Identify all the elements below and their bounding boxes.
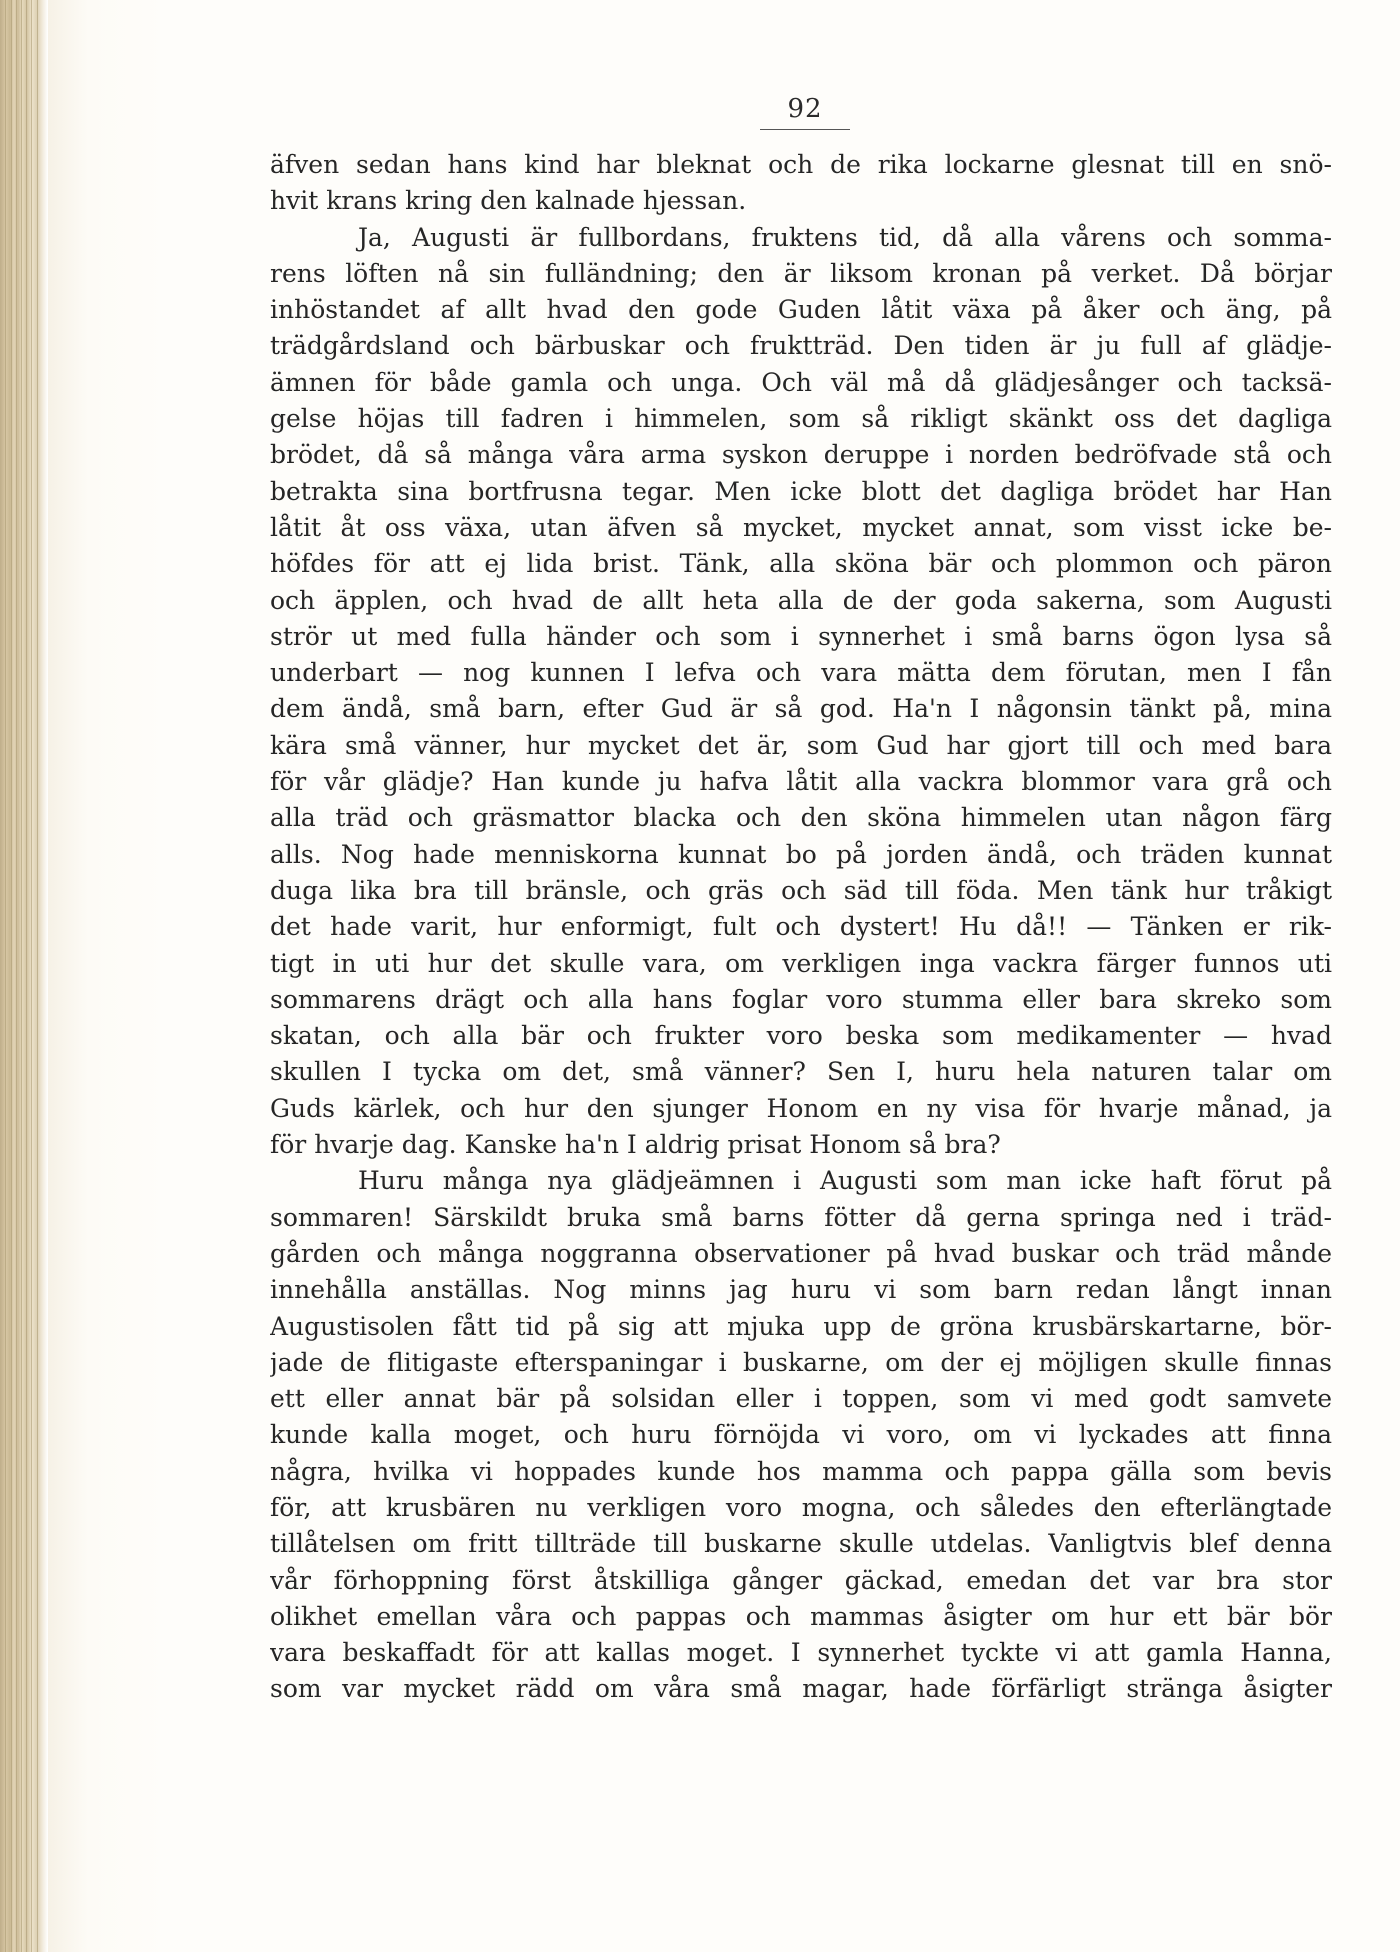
text-line: ett eller annat bär på solsidan eller i toppen, som vi med godt samvete — [270, 1384, 1332, 1414]
text-line: Huru många nya glädjeämnen i Augusti som man icke haft förut på — [358, 1166, 1332, 1196]
text-line: kära små vänner, hur mycket det är, som Gud har gjort till och med bara — [270, 730, 1332, 760]
text-line: och äpplen, och hvad de allt heta alla de der goda sakerna, som Augusti — [270, 585, 1332, 615]
text-line: innehålla anställas. Nog minns jag huru vi som barn redan långt innan — [270, 1275, 1332, 1305]
book-binding-edge — [0, 0, 48, 1952]
text-line: brödet, då så många våra arma syskon deruppe i norden bedröfvade stå och — [270, 440, 1332, 470]
text-line: dem ändå, små barn, efter Gud är så god. Ha'n I någonsin tänkt på, mina — [270, 694, 1332, 724]
text-line: underbart — nog kunnen I lefva och vara mätta dem förutan, men I fån — [270, 658, 1332, 688]
binding-line — [31, 0, 32, 1952]
body-text — [270, 147, 1332, 1708]
text-line: gården och många noggranna observationer på hvad buskar och träd månde — [270, 1238, 1332, 1268]
text-line: som var mycket rädd om våra små magar, hade förfärligt stränga åsigter — [270, 1674, 1332, 1704]
text-line: trädgårdsland och bärbuskar och fruktträd. Den tiden är ju full af glädje- — [270, 331, 1332, 361]
text-line: sommarens drägt och alla hans foglar voro stumma eller bara skreko som — [270, 984, 1332, 1014]
text-line: hvit krans kring den kalnade hjessan. — [270, 186, 747, 216]
text-line: jade de flitigaste efterspaningar i buskarne, om der ej möjligen skulle finnas — [270, 1347, 1332, 1377]
text-line: för, att krusbären nu verkligen voro mogna, och således den efterlängtade — [270, 1492, 1332, 1522]
text-line: inhöstandet af allt hvad den gode Guden låtit växa på åker och äng, på — [270, 295, 1332, 325]
text-line: sommaren! Särskildt bruka små barns fötter då gerna springa ned i träd- — [270, 1202, 1332, 1232]
text-line: äfven sedan hans kind har bleknat och de rika lockarne glesnat till en snö- — [270, 150, 1332, 179]
text-line: skatan, och alla bär och frukter voro beska som medikamenter — hvad — [270, 1021, 1332, 1051]
text-line: rens löften nå sin fulländning; den är liksom kronan på verket. Då börjar — [270, 258, 1332, 288]
text-line: tillåtelsen om fritt tillträde till buskarne skulle utdelas. Vanligtvis blef denna — [270, 1529, 1332, 1559]
text-line: Ja, Augusti är fullbordans, fruktens tid, då alla vårens och somma- — [358, 222, 1332, 252]
text-line: tigt in uti hur det skulle vara, om verkligen inga vackra färger funnos uti — [270, 948, 1332, 978]
text-line: vara beskaffadt för att kallas moget. I synnerhet tyckte vi att gamla Hanna, — [270, 1638, 1332, 1668]
text-line: gelse höjas till fadren i himmelen, som så rikligt skänkt oss det dagliga — [270, 404, 1332, 434]
binding-line — [21, 0, 22, 1952]
page-number-rule — [760, 129, 850, 130]
text-line: alls. Nog hade menniskorna kunnat bo på jorden ändå, och träden kunnat — [270, 839, 1332, 869]
text-line: Guds kärlek, och hur den sjunger Honom en ny visa för hvarje månad, ja — [270, 1093, 1332, 1123]
binding-line — [26, 0, 27, 1952]
text-line: det hade varit, hur enformigt, fult och dystert! Hu då!! — Tänken er rik- — [270, 912, 1332, 942]
text-line: Augustisolen fått tid på sig att mjuka upp de gröna krusbärskartarne, bör- — [270, 1311, 1332, 1341]
text-line: olikhet emellan våra och pappas och mammas åsigter om hur ett bär bör — [270, 1601, 1332, 1631]
binding-line — [5, 0, 6, 1952]
text-line: betrakta sina bortfrusna tegar. Men icke blott det dagliga brödet har Han — [270, 476, 1332, 506]
text-line: duga lika bra till bränsle, och gräs och säd till föda. Men tänk hur tråkigt — [270, 875, 1332, 905]
text-line: strör ut med fulla händer och som i synnerhet i små barns ögon lysa så — [270, 621, 1332, 651]
binding-line — [37, 0, 38, 1952]
text-line: kunde kalla moget, och huru förnöjda vi voro, om vi lyckades att finna — [270, 1420, 1332, 1450]
page-number: 92 — [787, 94, 823, 124]
text-line: låtit åt oss växa, utan äfven så mycket, mycket annat, som visst icke be- — [270, 512, 1332, 542]
text-line: några, hvilka vi hoppades kunde hos mamma och pappa gälla som bevis — [270, 1456, 1332, 1486]
text-line: alla träd och gräsmattor blacka och den sköna himmelen utan någon färg — [270, 803, 1332, 833]
text-line: höfdes för att ej lida brist. Tänk, alla sköna bär och plommon och päron — [270, 549, 1332, 579]
text-line: för vår glädje? Han kunde ju hafva låtit alla vackra blommor vara grå och — [270, 767, 1332, 797]
text-line: vår förhoppning först åtskilliga gånger gäckad, emedan det var bra stor — [270, 1565, 1332, 1595]
text-line: skullen I tycka om det, små vänner? Sen I, huru hela naturen talar om — [270, 1057, 1332, 1087]
text-line: för hvarje dag. Kanske ha'n I aldrig prisat Honom så bra? — [270, 1130, 1001, 1160]
binding-line — [11, 0, 12, 1952]
text-line: ämnen för både gamla och unga. Och väl må då glädjesånger och tacksä- — [270, 367, 1332, 397]
binding-line — [16, 0, 17, 1952]
